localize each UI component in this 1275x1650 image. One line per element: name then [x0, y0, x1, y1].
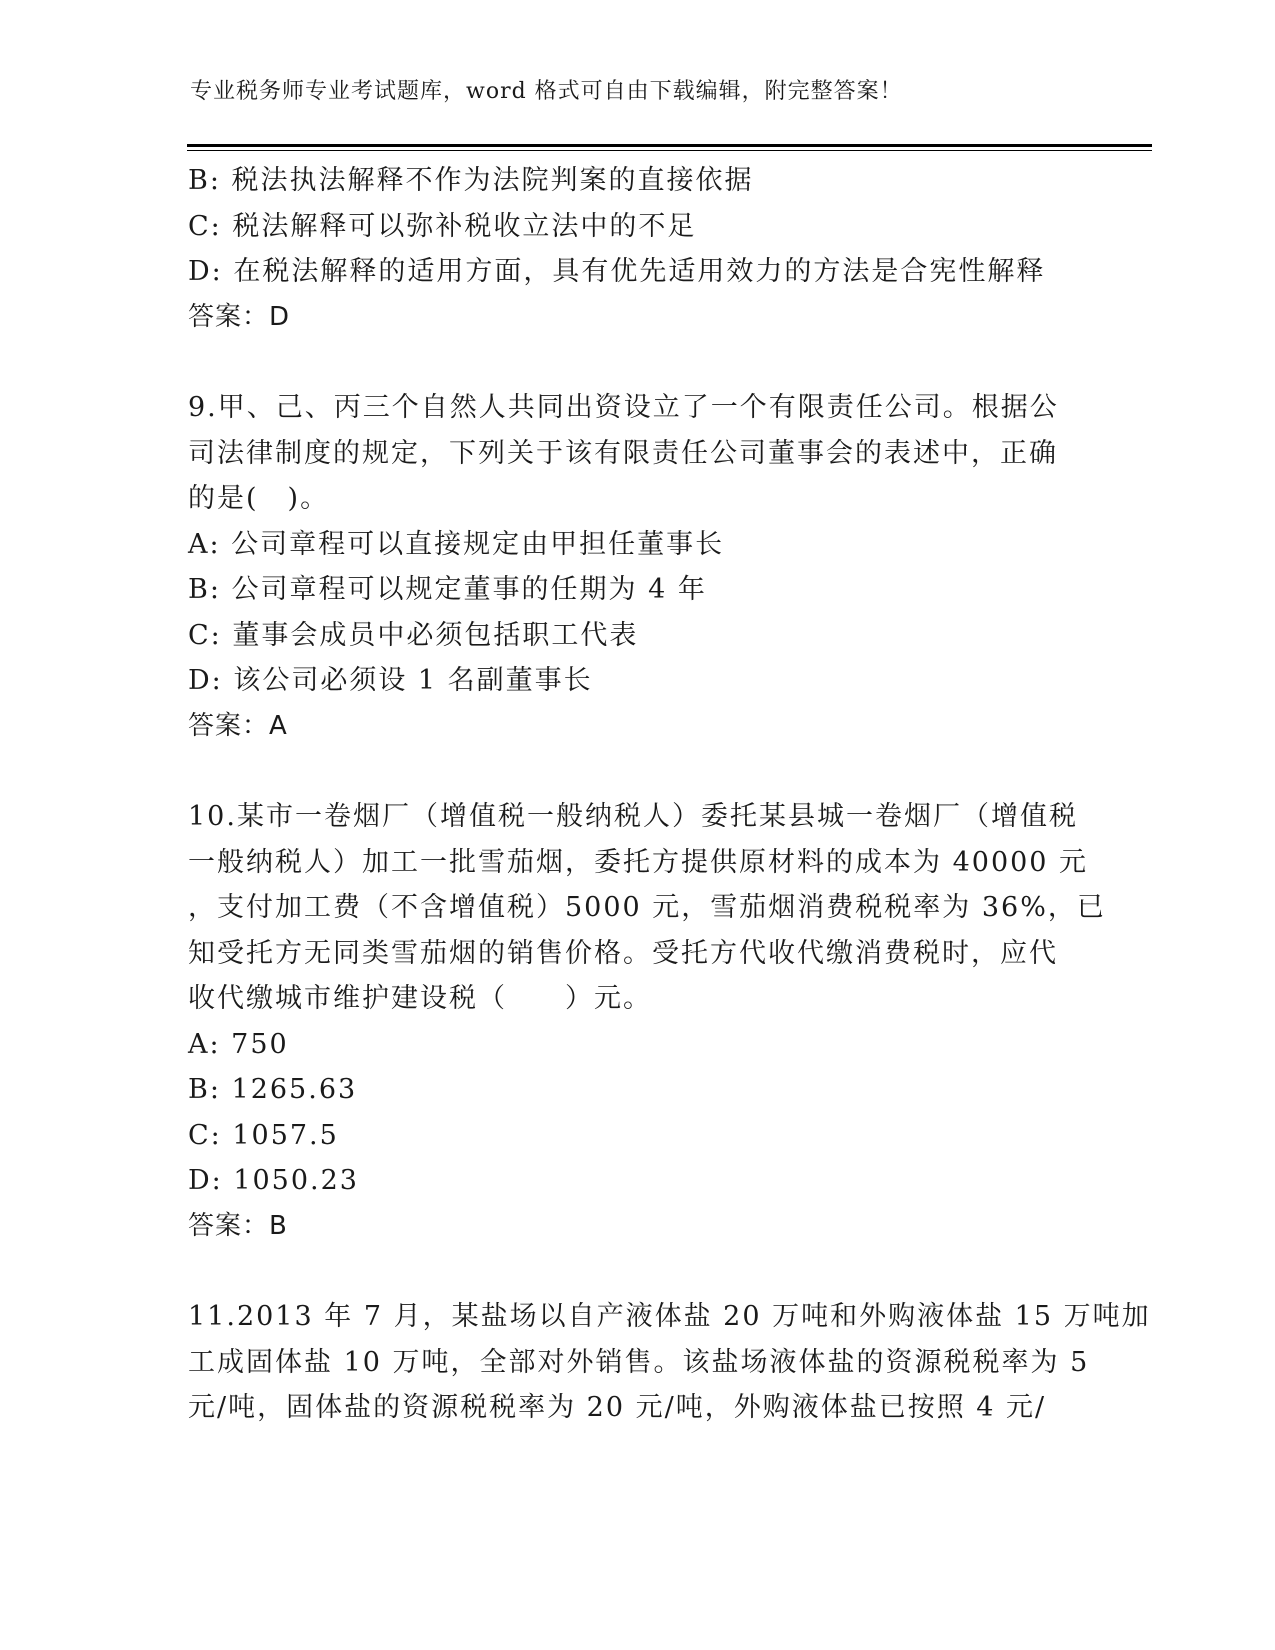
- question-text-line: 收代缴城市维护建设税（ ）元。: [188, 983, 652, 1014]
- header-rule-thin: [187, 150, 1152, 151]
- question-text-line: 10.某市一卷烟厂（增值税一般纳税人）委托某县城一卷烟厂（增值税: [188, 801, 1078, 832]
- question-9: [188, 385, 1088, 749]
- answer: 答案：D: [188, 301, 291, 332]
- option-a: A: 750: [188, 1028, 289, 1060]
- question-text-line: 元/吨，固体盐的资源税税率为 20 元/吨，外购液体盐已按照 4 元/: [188, 1392, 1047, 1423]
- question-text-line: 的是( )。: [188, 483, 330, 514]
- option-c: C: 1057.5: [188, 1119, 339, 1151]
- question-text-line: 11.2013 年 7 月，某盐场以自产液体盐 20 万吨和外购液体盐 15 万吨加: [188, 1301, 1151, 1332]
- question-text-line: 工成固体盐 10 万吨，全部对外销售。该盐场液体盐的资源税税率为 5: [188, 1346, 1090, 1378]
- option-b: B: 税法执法解释不作为法院判案的直接依据: [188, 165, 754, 196]
- question-text-line: 9.甲、己、丙三个自然人共同出资设立了一个有限责任公司。根据公: [188, 392, 1059, 423]
- option-d: D: 1050.23: [188, 1165, 359, 1196]
- question-11: [188, 1294, 1151, 1431]
- header-rule-thick: [187, 144, 1152, 147]
- option-c: C: 董事会成员中必须包括职工代表: [188, 619, 639, 651]
- question-10: [188, 794, 1106, 1249]
- option-a: A: 公司章程可以直接规定由甲担任董事长: [188, 528, 725, 560]
- question-text-line: 一般纳税人）加工一批雪茄烟，委托方提供原材料的成本为 40000 元: [188, 846, 1089, 878]
- document-body: [188, 158, 1151, 1431]
- option-b: B: 1265.63: [188, 1074, 358, 1105]
- question-8-tail: [188, 158, 1088, 340]
- option-b: B: 公司章程可以规定董事的任期为 4 年: [188, 574, 707, 605]
- question-text-line: 司法律制度的规定，下列关于该有限责任公司董事会的表述中，正确: [188, 437, 1058, 469]
- question-text-line: 知受托方无同类雪茄烟的销售价格。受托方代收代缴消费税时，应代: [188, 937, 1058, 969]
- question-text-line: ，支付加工费（不含增值税）5000 元，雪茄烟消费税税率为 36%，已: [188, 892, 1106, 923]
- option-c: C: 税法解释可以弥补税收立法中的不足: [188, 210, 697, 242]
- option-d: D: 在税法解释的适用方面，具有优先适用效力的方法是合宪性解释: [188, 256, 1046, 287]
- answer: 答案：B: [188, 1210, 288, 1241]
- answer: 答案：A: [188, 710, 288, 741]
- option-d: D: 该公司必须设 1 名副董事长: [188, 665, 593, 696]
- page-header: 专业税务师专业考试题库，word 格式可自由下载编辑，附完整答案！: [190, 79, 903, 104]
